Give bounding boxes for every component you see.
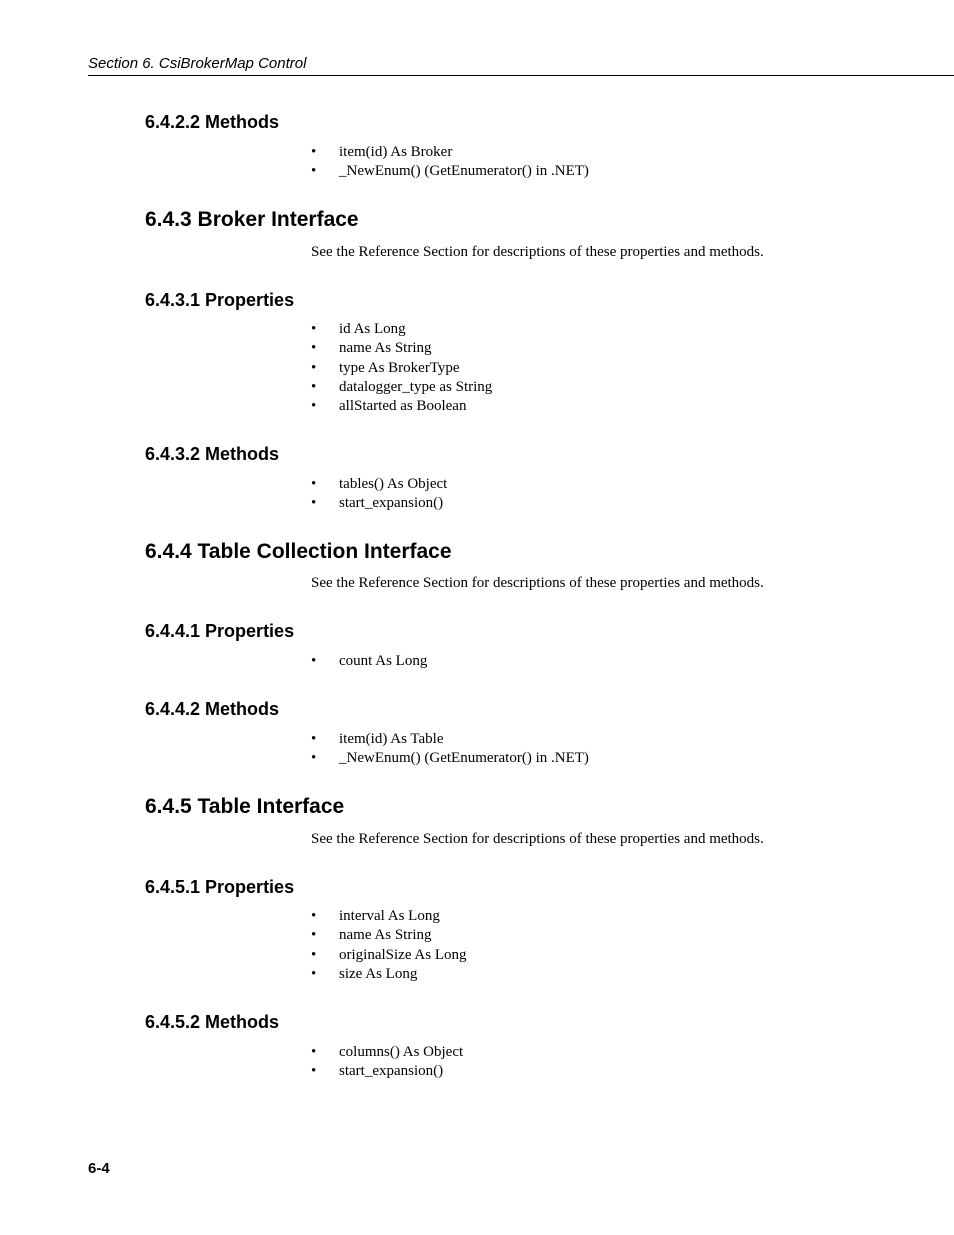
list-item [311,926,467,945]
list-item-text: datalogger_type as String [339,378,493,395]
list-item [311,730,589,749]
heading-6-4-2-2: 6.4.2.2 Methods [145,112,280,132]
list-item-text: item(id) As Table [339,731,444,747]
list-item [311,1062,463,1081]
bullet-icon: • [311,144,317,160]
list-item [311,946,467,965]
bullet-icon: • [311,731,317,747]
list-item-text: allStarted as Boolean [339,398,467,415]
bullet-icon: • [311,359,317,376]
bullet-icon: • [311,476,317,492]
bullet-icon: • [311,321,317,337]
heading-6-4-3: 6.4.3 Broker Interface [145,208,359,231]
bullet-list [311,907,467,984]
bullet-icon: • [311,927,317,944]
list-item [311,1043,463,1062]
running-header: Section 6. CsiBrokerMap Control [88,55,307,72]
bullet-icon: • [311,1044,317,1060]
list-item-text: start_expansion() [339,495,444,512]
bullet-icon: • [311,398,317,415]
list-item-text: name As String [339,340,432,357]
list-item-text: _NewEnum() (GetEnumerator() in .NET) [339,750,589,767]
list-item-text: size As Long [339,965,418,982]
bullet-list [311,320,492,416]
bullet-list [311,143,589,182]
list-item [311,494,447,513]
heading-6-4-4: 6.4.4 Table Collection Interface [145,540,452,563]
bullet-icon: • [311,965,317,982]
list-item [311,359,492,378]
list-item-text: start_expansion() [339,1063,444,1080]
list-item [311,162,589,181]
bullet-icon: • [311,750,317,767]
list-item-text: interval As Long [339,908,440,924]
bullet-icon: • [311,908,317,924]
page-number: 6-4 [88,1160,110,1177]
bullet-icon: • [311,378,317,395]
heading-6-4-4-2: 6.4.4.2 Methods [145,699,280,719]
bullet-list [311,652,427,671]
list-item-text: tables() As Object [339,476,448,492]
list-item-text: item(id) As Broker [339,144,453,160]
list-item-text: _NewEnum() (GetEnumerator() in .NET) [339,163,589,180]
heading-6-4-5: 6.4.5 Table Interface [145,795,345,818]
bullet-icon: • [311,653,317,669]
paragraph: See the Reference Section for descriptions of these properties and methods. [311,575,764,591]
list-item [311,339,492,358]
bullet-list [311,730,589,769]
bullet-icon: • [311,1063,317,1080]
paragraph: See the Reference Section for descriptions of these properties and methods. [311,831,764,847]
heading-6-4-3-2: 6.4.3.2 Methods [145,444,280,464]
list-item [311,965,467,984]
bullet-icon: • [311,495,317,512]
bullet-icon: • [311,340,317,357]
bullet-icon: • [311,946,317,963]
list-item-text: count As Long [339,653,428,669]
paragraph: See the Reference Section for descriptions of these properties and methods. [311,244,764,260]
bullet-list [311,1043,463,1082]
list-item-text: name As String [339,927,432,944]
list-item [311,907,467,926]
heading-6-4-5-1: 6.4.5.1 Properties [145,877,295,897]
list-item [311,143,589,162]
list-item [311,652,427,671]
list-item-text: type As BrokerType [339,359,460,376]
heading-6-4-4-1: 6.4.4.1 Properties [145,621,295,641]
header-rule [88,75,954,76]
list-item [311,749,589,768]
list-item [311,475,447,494]
list-item [311,378,492,397]
heading-6-4-5-2: 6.4.5.2 Methods [145,1012,280,1032]
list-item-text: id As Long [339,321,406,337]
bullet-icon: • [311,163,317,180]
list-item-text: columns() As Object [339,1044,464,1060]
heading-6-4-3-1: 6.4.3.1 Properties [145,290,295,310]
list-item-text: originalSize As Long [339,946,467,963]
list-item [311,397,492,416]
bullet-list [311,475,447,514]
list-item [311,320,492,339]
